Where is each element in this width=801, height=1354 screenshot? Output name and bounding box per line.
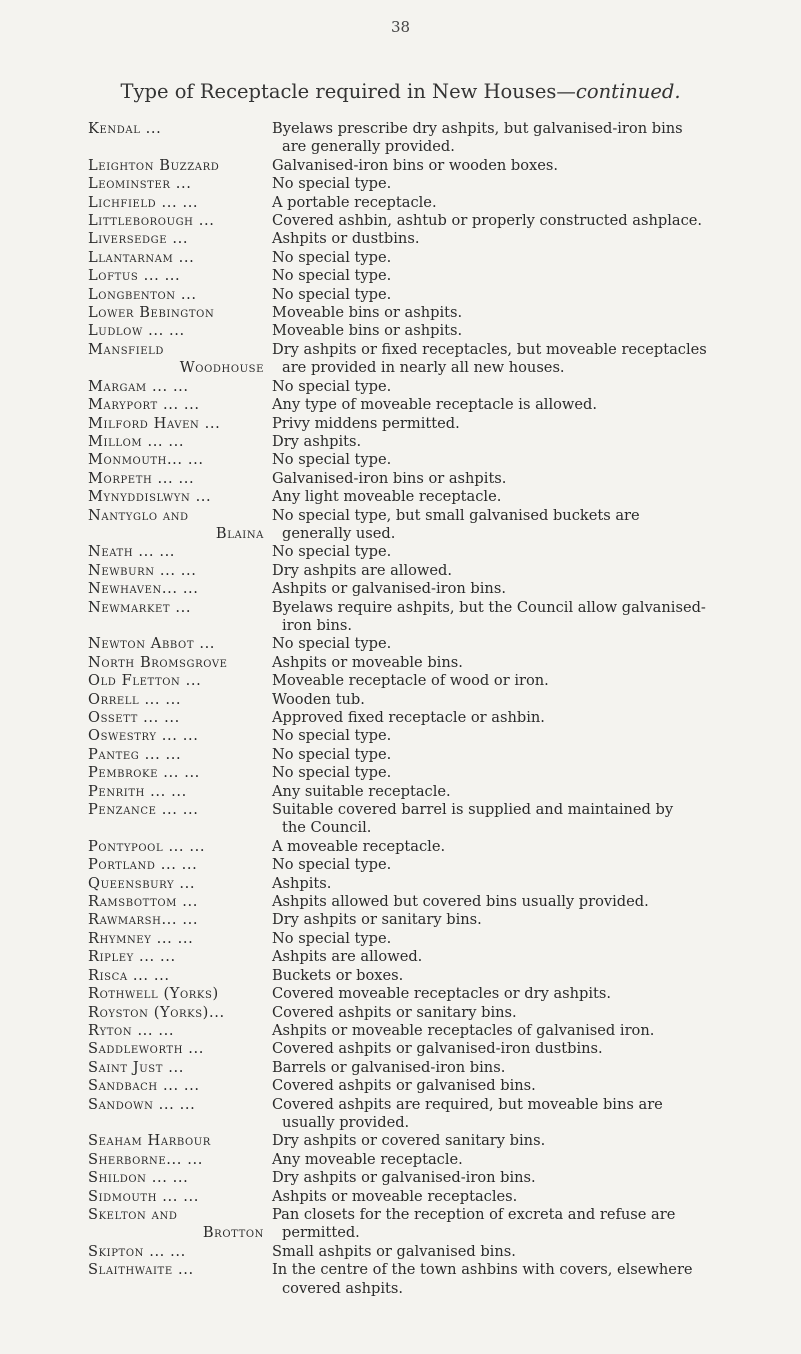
description-line: Suitable covered barrel is supplied and maintained by <box>272 801 674 819</box>
place-name-line: Nantyglo and <box>88 506 189 524</box>
place-name-line: Skipton ... ... <box>88 1242 186 1260</box>
description-line: No special type. <box>272 635 392 653</box>
place-name-line: Lower Bebington <box>88 304 215 322</box>
description-line: No special type. <box>272 543 392 561</box>
list-item <box>88 691 788 709</box>
list-item <box>88 911 788 929</box>
receptacle-description <box>270 322 788 340</box>
receptacle-description <box>270 1243 788 1261</box>
description-line: Ashpits or dustbins. <box>272 230 420 248</box>
list-item <box>88 783 788 801</box>
receptacle-description <box>270 304 788 322</box>
receptacle-description <box>270 157 788 175</box>
list-item <box>88 507 788 544</box>
place-name <box>88 1261 270 1298</box>
place-name-line: Newhaven... ... <box>88 580 199 598</box>
description-line: Small ashpits or galvanised bins. <box>272 1242 516 1260</box>
list-item <box>88 1188 788 1206</box>
receptacle-description <box>270 709 788 727</box>
place-name <box>88 488 270 506</box>
list-item <box>88 746 788 764</box>
receptacle-description <box>270 562 788 580</box>
description-line: Ashpits or moveable receptacles. <box>272 1187 518 1205</box>
description-line: Ashpits are allowed. <box>272 948 423 966</box>
receptacle-description <box>270 1059 788 1077</box>
description-continuation: are provided in nearly all new houses. <box>282 359 565 377</box>
description-line: No special type, but small galvanised buckets are <box>272 506 640 524</box>
receptacle-description <box>270 580 788 598</box>
receptacle-description <box>270 599 788 636</box>
receptacle-description <box>270 249 788 267</box>
description-line: Covered ashpits or sanitary bins. <box>272 1003 517 1021</box>
place-name-continuation: Blaina <box>215 524 264 542</box>
list-item <box>88 1169 788 1187</box>
description-line: Galvanised-iron bins or wooden boxes. <box>272 156 559 174</box>
place-name <box>88 378 270 396</box>
place-name-line: Oswestry ... ... <box>88 727 199 745</box>
receptacle-description <box>270 727 788 745</box>
place-name <box>88 1151 270 1169</box>
list-item <box>88 212 788 230</box>
place-name <box>88 838 270 856</box>
list-item <box>88 1004 788 1022</box>
receptacle-description <box>270 341 788 378</box>
place-name-line: Rawmarsh... ... <box>88 911 199 929</box>
receptacle-description <box>270 1040 788 1058</box>
place-name <box>88 322 270 340</box>
place-name <box>88 1132 270 1150</box>
list-item <box>88 304 788 322</box>
description-line: Covered ashpits are required, but moveable bins are <box>272 1095 663 1113</box>
description-line: Any type of moveable receptacle is allowed. <box>272 396 598 414</box>
place-name <box>88 341 270 378</box>
receptacle-description <box>270 985 788 1003</box>
description-line: Any suitable receptacle. <box>272 782 451 800</box>
description-line: Covered moveable receptacles or dry ashpits. <box>272 985 612 1003</box>
description-line: Covered ashpits or galvanised-iron dustbins. <box>272 1040 603 1058</box>
place-name-line: Newburn ... ... <box>88 561 197 579</box>
receptacle-description <box>270 415 788 433</box>
receptacle-description <box>270 286 788 304</box>
place-name-line: Monmouth... ... <box>88 451 204 469</box>
list-item <box>88 286 788 304</box>
receptacle-description <box>270 267 788 285</box>
description-line: Dry ashpits or galvanised-iron bins. <box>272 1169 536 1187</box>
place-name-line: Rhymney ... ... <box>88 929 194 947</box>
place-name-continuation: Woodhouse <box>179 359 264 377</box>
description-line: Any moveable receptacle. <box>272 1150 463 1168</box>
entries-list <box>88 120 788 1298</box>
receptacle-description <box>270 488 788 506</box>
description-continuation: permitted. <box>282 1224 360 1242</box>
place-name <box>88 1188 270 1206</box>
list-item <box>88 654 788 672</box>
receptacle-description <box>270 1188 788 1206</box>
place-name-line: Ludlow ... ... <box>88 322 185 340</box>
place-name-line: Kendal ... <box>88 120 162 137</box>
receptacle-description <box>270 1261 788 1298</box>
list-item <box>88 267 788 285</box>
place-name-line: Mansfield <box>88 340 165 358</box>
receptacle-description <box>270 120 788 157</box>
heading-continued: continued. <box>575 80 681 103</box>
receptacle-description <box>270 746 788 764</box>
page-number: 38 <box>390 18 411 36</box>
place-name <box>88 286 270 304</box>
list-item <box>88 120 788 157</box>
list-item <box>88 1151 788 1169</box>
place-name <box>88 893 270 911</box>
place-name <box>88 1169 270 1187</box>
place-name <box>88 967 270 985</box>
description-line: Wooden tub. <box>272 690 365 708</box>
place-name <box>88 1096 270 1133</box>
place-name <box>88 396 270 414</box>
place-name <box>88 451 270 469</box>
list-item <box>88 1059 788 1077</box>
place-name-line: Saddleworth ... <box>88 1040 204 1058</box>
place-name-line: Liversedge ... <box>88 230 189 248</box>
description-continuation: generally used. <box>282 524 396 542</box>
place-name-line: Pembroke ... ... <box>88 764 200 782</box>
description-line: Moveable bins or ashpits. <box>272 304 463 322</box>
list-item <box>88 672 788 690</box>
description-line: No special type. <box>272 248 392 266</box>
receptacle-description <box>270 470 788 488</box>
list-item <box>88 543 788 561</box>
list-item <box>88 341 788 378</box>
place-name-line: Sidmouth ... ... <box>88 1187 199 1205</box>
place-name-line: Milford Haven ... <box>88 414 221 432</box>
place-name-line: Seaham Harbour <box>88 1132 211 1150</box>
list-item <box>88 875 788 893</box>
place-name <box>88 415 270 433</box>
description-line: Covered ashpits or galvanised bins. <box>272 1077 536 1095</box>
receptacle-description <box>270 1022 788 1040</box>
place-name-line: Ryton ... ... <box>88 1021 175 1039</box>
place-name <box>88 856 270 874</box>
receptacle-description <box>270 507 788 544</box>
place-name <box>88 801 270 838</box>
list-item <box>88 470 788 488</box>
place-name-line: Littleborough ... <box>88 212 215 230</box>
place-name-line: Skelton and <box>88 1205 178 1223</box>
place-name <box>88 1059 270 1077</box>
receptacle-description <box>270 672 788 690</box>
list-item <box>88 764 788 782</box>
list-item <box>88 451 788 469</box>
place-name-line: Risca ... ... <box>88 966 170 984</box>
receptacle-description <box>270 1151 788 1169</box>
description-line: Buckets or boxes. <box>272 966 404 984</box>
receptacle-description <box>270 930 788 948</box>
receptacle-description <box>270 396 788 414</box>
list-item <box>88 488 788 506</box>
description-line: No special type. <box>272 267 392 285</box>
place-name-line: Longbenton ... <box>88 285 197 303</box>
description-line: Dry ashpits or fixed receptacles, but moveable receptacles <box>272 340 707 358</box>
list-item <box>88 433 788 451</box>
description-line: Ashpits. <box>272 874 332 892</box>
place-name-line: Sandbach ... ... <box>88 1077 200 1095</box>
place-name <box>88 635 270 653</box>
list-item <box>88 1206 788 1243</box>
place-name <box>88 304 270 322</box>
description-line: Ashpits or galvanised-iron bins. <box>272 580 506 598</box>
list-item <box>88 801 788 838</box>
list-item <box>88 562 788 580</box>
description-line: Any light moveable receptacle. <box>272 488 502 506</box>
place-name-line: Leighton Buzzard <box>88 156 220 174</box>
place-name <box>88 194 270 212</box>
receptacle-description <box>270 911 788 929</box>
description-line: Byelaws prescribe dry ashpits, but galvanised-iron bins <box>272 120 683 137</box>
list-item <box>88 856 788 874</box>
list-item <box>88 378 788 396</box>
list-item <box>88 194 788 212</box>
description-continuation: usually provided. <box>282 1113 410 1131</box>
description-continuation: are generally provided. <box>282 138 455 156</box>
description-line: A portable receptacle. <box>272 193 437 211</box>
list-item <box>88 157 788 175</box>
receptacle-description <box>270 451 788 469</box>
place-name-line: Pontypool ... ... <box>88 837 206 855</box>
description-line: Dry ashpits or covered sanitary bins. <box>272 1132 546 1150</box>
receptacle-description <box>270 175 788 193</box>
place-name <box>88 433 270 451</box>
place-name-line: Slaithwaite ... <box>88 1261 194 1279</box>
description-line: Privy middens permitted. <box>272 414 460 432</box>
receptacle-description <box>270 1206 788 1243</box>
page-heading <box>0 80 801 103</box>
receptacle-description <box>270 838 788 856</box>
list-item <box>88 1022 788 1040</box>
description-line: Dry ashpits are allowed. <box>272 561 453 579</box>
place-name-line: Penzance ... ... <box>88 801 199 819</box>
description-line: No special type. <box>272 856 392 874</box>
receptacle-description <box>270 1169 788 1187</box>
place-name <box>88 709 270 727</box>
description-line: A moveable receptacle. <box>272 837 446 855</box>
receptacle-description <box>270 801 788 838</box>
place-name <box>88 157 270 175</box>
receptacle-description <box>270 783 788 801</box>
list-item <box>88 948 788 966</box>
place-name-line: Morpeth ... ... <box>88 469 195 487</box>
place-name <box>88 1040 270 1058</box>
description-line: In the centre of the town ashbins with covers, elsewhere <box>272 1261 693 1279</box>
place-name <box>88 875 270 893</box>
place-name <box>88 727 270 745</box>
list-item <box>88 635 788 653</box>
receptacle-description <box>270 543 788 561</box>
place-name-line: Sherborne... ... <box>88 1150 203 1168</box>
receptacle-description <box>270 1077 788 1095</box>
description-line: No special type. <box>272 175 392 193</box>
place-name <box>88 175 270 193</box>
place-name <box>88 212 270 230</box>
place-name <box>88 783 270 801</box>
list-item <box>88 175 788 193</box>
place-name <box>88 580 270 598</box>
list-item <box>88 599 788 636</box>
place-name <box>88 543 270 561</box>
receptacle-description <box>270 654 788 672</box>
place-name <box>88 1243 270 1261</box>
place-name-line: Newton Abbot ... <box>88 635 216 653</box>
place-name <box>88 948 270 966</box>
list-item <box>88 838 788 856</box>
list-item <box>88 1132 788 1150</box>
place-name-line: Panteg ... ... <box>88 745 182 763</box>
place-name-line: Rothwell (Yorks) <box>88 985 219 1003</box>
receptacle-description <box>270 764 788 782</box>
description-line: Ashpits or moveable bins. <box>272 653 463 671</box>
place-name-line: Leominster ... <box>88 175 192 193</box>
list-item <box>88 396 788 414</box>
place-name <box>88 764 270 782</box>
place-name-line: Ramsbottom ... <box>88 893 198 911</box>
place-name-line: North Bromsgrove <box>88 653 228 671</box>
place-name <box>88 911 270 929</box>
list-item <box>88 727 788 745</box>
place-name-line: Ripley ... ... <box>88 948 176 966</box>
list-item <box>88 985 788 1003</box>
place-name <box>88 1022 270 1040</box>
list-item <box>88 1077 788 1095</box>
description-line: Moveable receptacle of wood or iron. <box>272 672 549 690</box>
place-name <box>88 267 270 285</box>
description-line: No special type. <box>272 745 392 763</box>
receptacle-description <box>270 893 788 911</box>
list-item <box>88 249 788 267</box>
place-name <box>88 746 270 764</box>
place-name-line: Neath ... ... <box>88 543 176 561</box>
place-name-line: Newmarket ... <box>88 598 192 616</box>
list-item <box>88 709 788 727</box>
place-name-line: Shildon ... ... <box>88 1169 189 1187</box>
receptacle-description <box>270 948 788 966</box>
place-name <box>88 985 270 1003</box>
place-name-line: Orrell ... ... <box>88 690 182 708</box>
place-name <box>88 691 270 709</box>
list-item <box>88 1243 788 1261</box>
place-name <box>88 599 270 636</box>
description-continuation: covered ashpits. <box>282 1279 404 1297</box>
description-line: No special type. <box>272 929 392 947</box>
list-item <box>88 1040 788 1058</box>
description-line: No special type. <box>272 451 392 469</box>
place-name-line: Loftus ... ... <box>88 267 181 285</box>
place-name-line: Old Fletton ... <box>88 672 202 690</box>
list-item <box>88 580 788 598</box>
description-continuation: iron bins. <box>282 616 353 634</box>
description-line: Pan closets for the reception of excreta and refuse are <box>272 1205 676 1223</box>
place-name <box>88 930 270 948</box>
receptacle-description <box>270 230 788 248</box>
list-item <box>88 322 788 340</box>
place-name <box>88 562 270 580</box>
description-line: Barrels or galvanised-iron bins. <box>272 1058 506 1076</box>
list-item <box>88 967 788 985</box>
list-item <box>88 930 788 948</box>
place-name-line: Margam ... ... <box>88 377 189 395</box>
description-line: Covered ashbin, ashtub or properly constructed ashplace. <box>272 212 703 230</box>
receptacle-description <box>270 378 788 396</box>
place-name <box>88 1206 270 1243</box>
place-name-line: Millom ... ... <box>88 432 185 450</box>
place-name-line: Maryport ... ... <box>88 396 200 414</box>
place-name-line: Sandown ... ... <box>88 1095 196 1113</box>
receptacle-description <box>270 433 788 451</box>
receptacle-description <box>270 212 788 230</box>
heading-main: Type of Receptacle required in New Houses— <box>120 80 576 103</box>
place-name <box>88 249 270 267</box>
place-name <box>88 120 270 157</box>
description-line: Approved fixed receptacle or ashbin. <box>272 709 545 726</box>
description-line: Dry ashpits or sanitary bins. <box>272 911 482 929</box>
receptacle-description <box>270 967 788 985</box>
place-name <box>88 1077 270 1095</box>
receptacle-description <box>270 635 788 653</box>
description-line: No special type. <box>272 764 392 782</box>
description-line: Ashpits or moveable receptacles of galvanised iron. <box>272 1021 655 1039</box>
place-name-line: Mynyddislwyn ... <box>88 488 212 506</box>
place-name <box>88 1004 270 1022</box>
receptacle-description <box>270 691 788 709</box>
place-name-line: Penrith ... ... <box>88 782 187 800</box>
place-name-line: Ossett ... ... <box>88 709 180 726</box>
list-item <box>88 1261 788 1298</box>
place-name-line: Portland ... ... <box>88 856 198 874</box>
place-name <box>88 507 270 544</box>
place-name <box>88 230 270 248</box>
place-name <box>88 672 270 690</box>
place-name-continuation: Brotton <box>202 1224 264 1242</box>
receptacle-description <box>270 1132 788 1150</box>
place-name-line: Saint Just ... <box>88 1058 184 1076</box>
receptacle-description <box>270 875 788 893</box>
description-continuation: the Council. <box>282 819 372 837</box>
description-line: Galvanised-iron bins or ashpits. <box>272 469 507 487</box>
description-line: Dry ashpits. <box>272 432 362 450</box>
receptacle-description <box>270 194 788 212</box>
description-line: No special type. <box>272 727 392 745</box>
list-item <box>88 893 788 911</box>
list-item <box>88 415 788 433</box>
description-line: Moveable bins or ashpits. <box>272 322 463 340</box>
receptacle-description <box>270 1004 788 1022</box>
place-name-line: Queensbury ... <box>88 874 196 892</box>
description-line: Ashpits allowed but covered bins usually provided. <box>272 893 649 911</box>
place-name <box>88 654 270 672</box>
receptacle-description <box>270 856 788 874</box>
place-name-line: Llantarnam ... <box>88 248 195 266</box>
description-line: No special type. <box>272 377 392 395</box>
description-line: No special type. <box>272 285 392 303</box>
description-line: Byelaws require ashpits, but the Council allow galvanised- <box>272 598 706 616</box>
place-name <box>88 470 270 488</box>
place-name-line: Lichfield ... ... <box>88 193 199 211</box>
list-item <box>88 230 788 248</box>
receptacle-description <box>270 1096 788 1133</box>
list-item <box>88 1096 788 1133</box>
place-name-line: Royston (Yorks)... <box>88 1003 225 1021</box>
